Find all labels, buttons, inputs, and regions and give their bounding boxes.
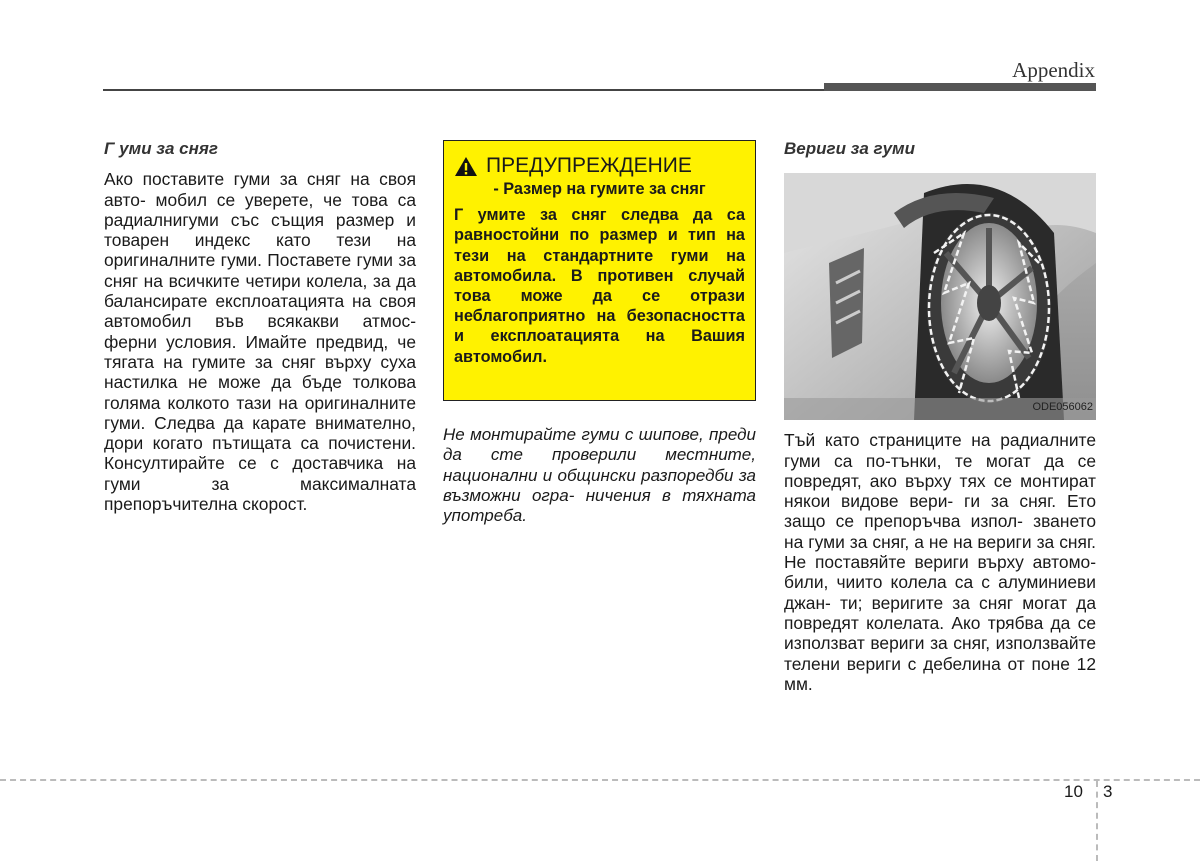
column-tire-chains	[784, 139, 1096, 694]
page-number: 3	[1103, 782, 1113, 801]
column-warning	[443, 140, 756, 526]
warning-subtitle: - Размер на гумите за сняг	[493, 180, 706, 198]
section-number: 10	[1064, 782, 1083, 801]
header-bar	[824, 83, 1096, 91]
running-header-title: Appendix	[1012, 58, 1095, 82]
tire-chain-photo	[784, 173, 1096, 420]
warning-title: ПРЕДУПРЕЖДЕНИЕ	[486, 154, 692, 177]
warning-text: Г умите за сняг следва да са равностойни по размер и тип на тези на стандартните гуми на автомобила. В противен случай това може да се отрази неблагоприятно на безопасността и експлоатацията на Вашия автомобил.	[454, 206, 745, 366]
image-code: ODE056062	[1032, 401, 1093, 413]
warning-box	[443, 140, 756, 401]
warning-title-row	[454, 153, 745, 179]
snow-tires-text: Ако поставите гуми за сняг на своя авто- мобил се уверете, че това са радиалнигуми със същия размер и товарен индекс като тези на оригиналните гуми. Поставете гуми за сняг на всичките четири колела, за да балансирате експлоатацията на своя автомобил във всякакви атмос- ферни условия. Имайте предвид, че тягата на гумите за сняг върху суха настилка не може да бъде толкова голяма колкото тази на оригиналните гуми. Следва да карате внимателно, дори когато пътищата са почистени. Консултирайте се с доставчика на гуми за максималната препоръчителна скорост.	[104, 169, 416, 515]
studded-tires-note: Не монтирайте гуми с шипове, преди да сте проверили местните, национални и общински разпоредби за възможни огра- ничения в тяхната употреба.	[443, 425, 756, 526]
tire-chains-text: Тъй като страниците на радиалните гуми са по-тънки, те могат да се повредят, ако върху тях се монтират някои видове вери- ги за сняг. Ето защо се препоръчва изпол- зването на гуми за сняг, а не на вериги за сняг. Не поставяйте вериги върху автомо- били, чиито колела са с алуминиеви джан- ти; веригите за сняг могат да повредят колелата. Ако трябва да се използват вериги за сняг, използвайте телени вериги с дебелина от поне 12 мм.	[784, 430, 1096, 694]
footer-rule	[0, 779, 1200, 781]
tire-chain-illustration	[784, 173, 1096, 420]
warning-triangle-icon	[454, 156, 478, 177]
column-snow-tires	[104, 139, 416, 514]
footer-divider	[1096, 781, 1098, 861]
snow-tires-heading: Г уми за сняг	[104, 139, 218, 158]
tire-chains-heading: Вериги за гуми	[784, 139, 916, 158]
